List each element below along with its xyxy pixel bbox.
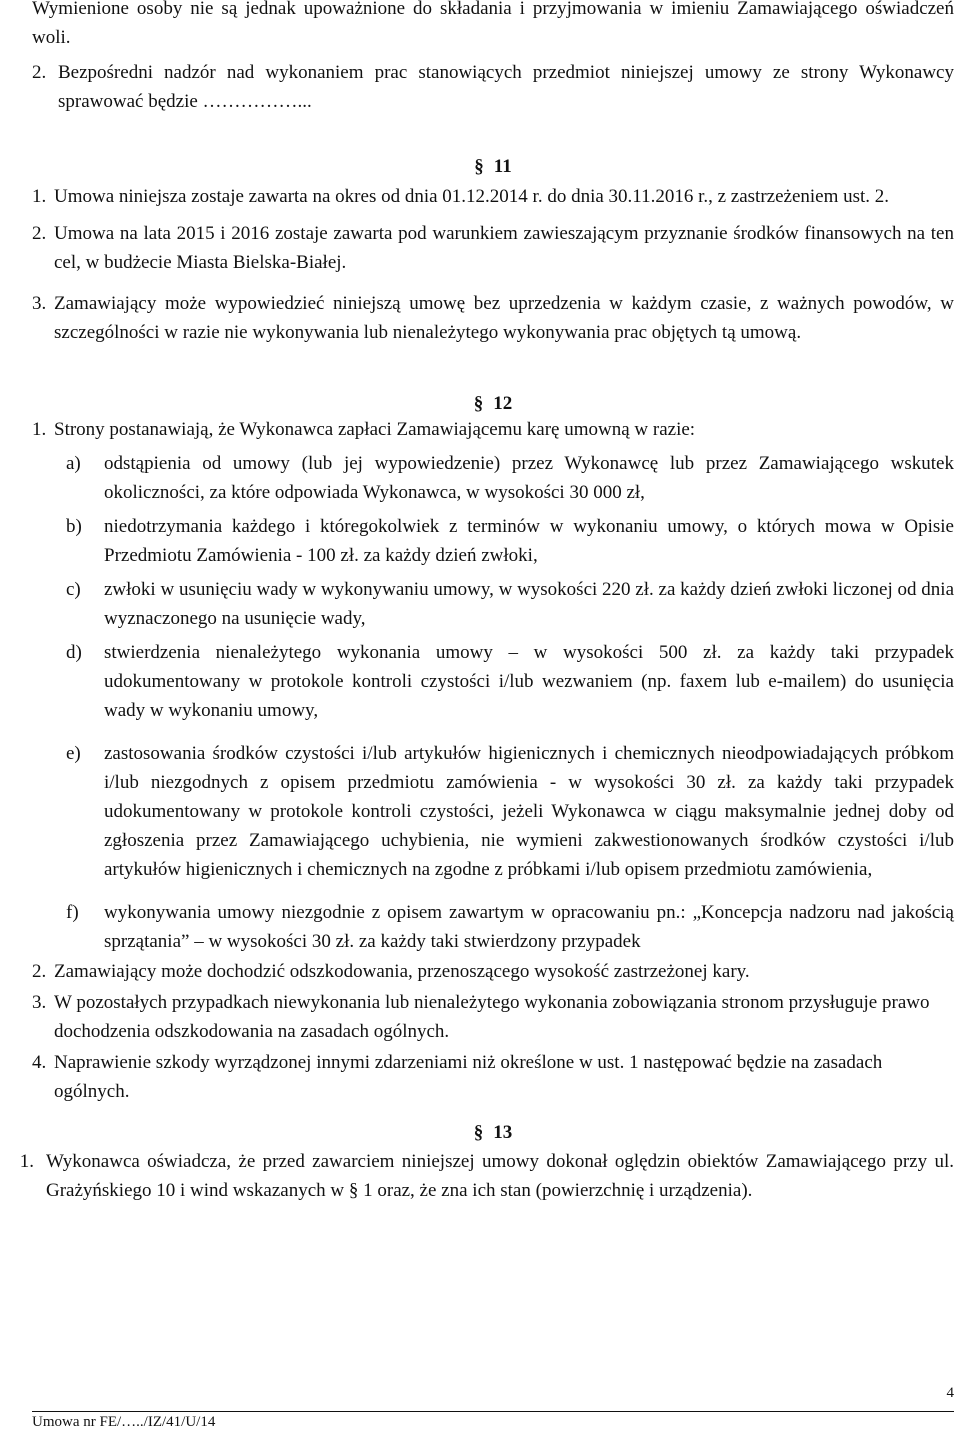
section-number: 12 [493, 393, 513, 414]
item-text: wykonywania umowy niezgodnie z opisem zawartym w opracowaniu pn.: „Koncepcja nadzoru nad jakością sprzątania” – w wysokości 30 zł. za każdy taki stwierdzony przypadek [104, 902, 954, 952]
item-number: 3. [32, 293, 47, 314]
section-symbol: § [474, 156, 484, 177]
item-text: zastosowania środków czystości i/lub artykułów higienicznych i chemicznych nieodpowiadających próbkom i/lub niezgodnych z opisem przedmiotu zamówienia - w wysokości 30 zł. za każdy taki przypadek udokumentowany w protokole kontroli czystości, jeżeli Wykonawca w ciągu maksymalnie jednej doby od zgłoszenia przez Zamawiającego uchybienia, nie wymieni zakwestionowanych środków czystości i/lub artykułów higienicznych i chemicznych na zgodne z próbkami i/lub opisem przedmiotu zamówienia, [104, 743, 954, 880]
sec12-item-3 [32, 988, 954, 1046]
sec11-item-1 [32, 182, 954, 211]
item-text: W pozostałych przypadkach niewykonania lub nienależytego wykonania zobowiązania stronom przysługuje prawo dochodzenia odszkodowania na zasadach ogólnych. [54, 992, 930, 1042]
section-symbol: § [473, 1122, 484, 1143]
penalty-item-d [66, 638, 954, 725]
paragraph-text: Bezpośredni nadzór nad wykonaniem prac stanowiących przedmiot niniejszej umowy ze strony Wykonawcy sprawować będzie ……………... [58, 62, 954, 112]
item-number: 2. [32, 223, 47, 244]
item-letter: d) [66, 642, 82, 663]
section-number: 11 [493, 156, 512, 177]
section-number: 13 [493, 1122, 513, 1143]
penalty-item-e [66, 739, 954, 884]
penalty-item-a [66, 449, 954, 507]
page-footer [32, 1408, 954, 1438]
item-letter: a) [66, 453, 81, 474]
item-text: Zamawiający może wypowiedzieć niniejszą umowę bez uprzedzenia w każdym czasie, z ważnych powodów, w szczególności w razie nie wykonywania lub nienależytego wykonywania prac objętych tą umową. [54, 293, 954, 343]
item-text: niedotrzymania każdego i któregokolwiek z terminów w wykonaniu umowy, o których mowa w Opisie Przedmiotu Zamówienia - 100 zł. za każdy dzień zwłoki, [104, 516, 954, 566]
item-number: 1. [19, 1151, 34, 1172]
item-text: Zamawiający może dochodzić odszkodowania, przenoszącego wysokość zastrzeżonej kary. [54, 961, 750, 982]
item-number: 4. [32, 1052, 47, 1073]
item-text: Umowa na lata 2015 i 2016 zostaje zawarta pod warunkiem zawieszającym przyznanie środków finansowych na ten cel, w budżecie Miasta Bielska-Białej. [54, 223, 954, 273]
page-number: 4 [946, 1385, 954, 1401]
sec13-item-1 [19, 1147, 954, 1205]
sec11-item-3 [32, 289, 954, 347]
item-number: 1. [32, 186, 47, 207]
sec12-item-1 [32, 415, 954, 444]
item-text: Naprawienie szkody wyrządzonej innymi zdarzeniami niż określone w ust. 1 następować będzie na zasadach ogólnych. [54, 1052, 883, 1102]
item-number: 3. [32, 992, 47, 1013]
item-text: zwłoki w usunięciu wady w wykonywaniu umowy, w wysokości 220 zł. za każdy dzień zwłoki liczonej od dnia wyznaczonego na usunięcie wady, [104, 579, 954, 629]
sec12-item-2 [32, 957, 954, 986]
item-letter: f) [66, 902, 79, 923]
sec11-item-2 [32, 219, 954, 277]
section-heading-13 [32, 1118, 954, 1147]
section-symbol: § [473, 393, 484, 414]
paragraph-number: 2. [32, 62, 47, 83]
section-heading-11 [32, 152, 954, 181]
penalty-item-f [66, 898, 954, 956]
item-letter: b) [66, 516, 82, 537]
document-page [19, 0, 954, 1430]
penalty-item-b [66, 512, 954, 570]
item-number: 2. [32, 961, 47, 982]
item-text: Umowa niniejsza zostaje zawarta na okres od dnia 01.12.2014 r. do dnia 30.11.2016 r., z zastrzeżeniem ust. 2. [54, 186, 890, 207]
item-number: 1. [32, 419, 47, 440]
item-text: stwierdzenia nienależytego wykonania umowy – w wysokości 500 zł. za każdy taki przypadek udokumentowany w protokole kontroli czystości i/lub wezwaniem (np. faxem lub e-mailem) do usunięcia wady w wykonaniu umowy, [104, 642, 954, 721]
item-text: Strony postanawiają, że Wykonawca zapłaci Zamawiającemu karę umowną w razie: [54, 419, 696, 440]
document-reference: Umowa nr FE/…../IZ/41/U/14 [32, 1414, 216, 1430]
intro-paragraph: Wymienione osoby nie są jednak upoważnione do składania i przyjmowania w imieniu Zamawiającego oświadczeń woli. [32, 0, 954, 48]
item-letter: e) [66, 743, 81, 764]
paragraph-2 [32, 58, 954, 116]
penalty-item-c [66, 575, 954, 633]
item-text: odstąpienia od umowy (lub jej wypowiedzenie) przez Wykonawcę lub przez Zamawiającego wskutek okoliczności, za które odpowiada Wykonawca, w wysokości 30 000 zł, [104, 453, 954, 503]
item-letter: c) [66, 579, 81, 600]
sec12-item-4 [32, 1048, 954, 1106]
section-heading-12 [32, 389, 954, 418]
penalty-list [32, 449, 954, 956]
item-text: Wykonawca oświadcza, że przed zawarciem niniejszej umowy dokonał oględzin obiektów Zamawiającego przy ul. Grażyńskiego 10 i wind wskazanych w § 1 oraz, że zna ich stan (powierzchnię i urządzenia). [46, 1151, 954, 1201]
